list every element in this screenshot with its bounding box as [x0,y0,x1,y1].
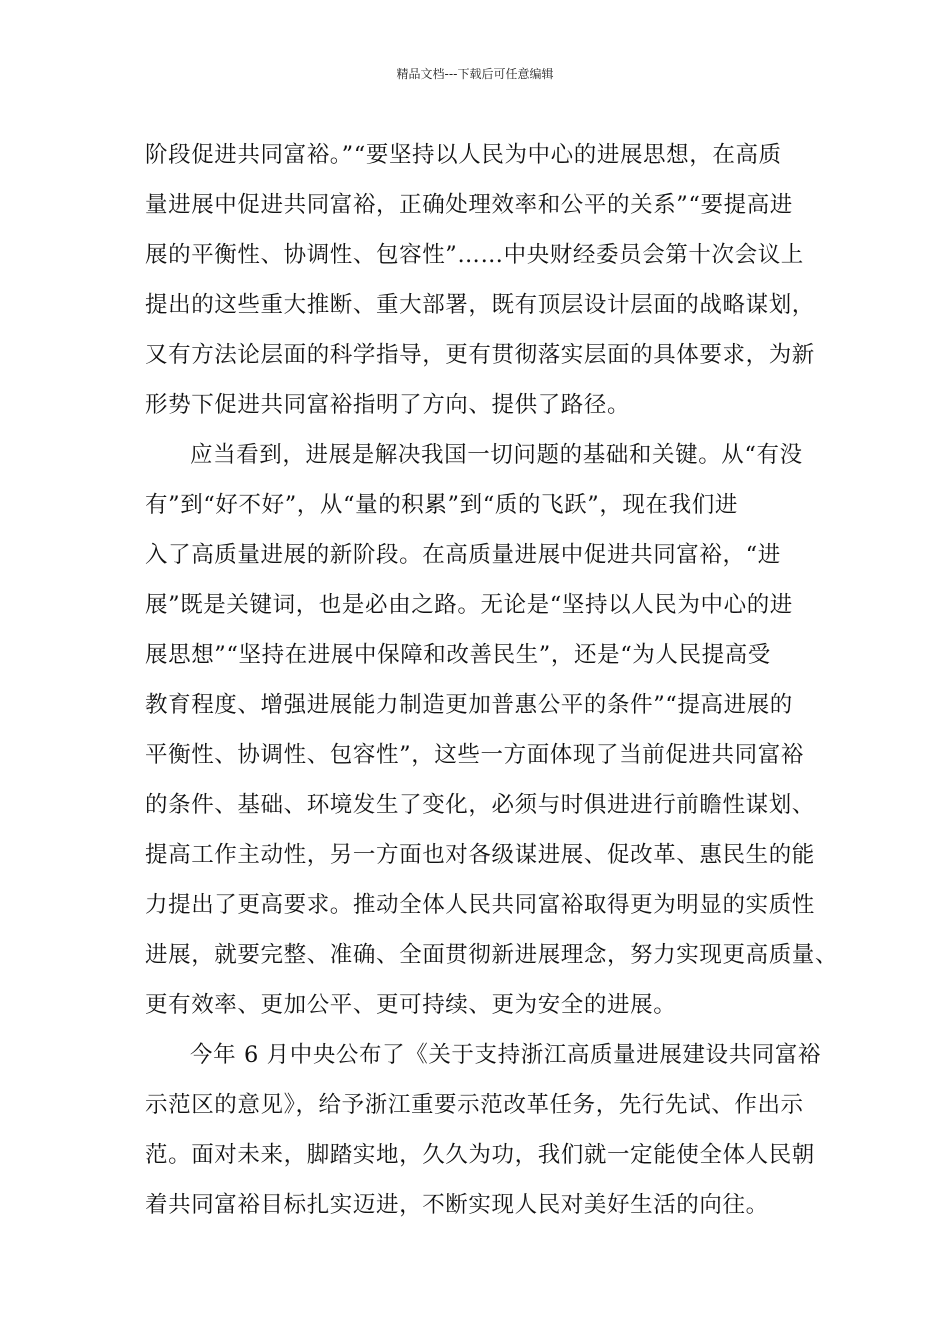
text-line: 今年 6 月中央公布了《关于支持浙江高质量进展建设共同富裕 [190,1042,822,1068]
paragraph [145,430,839,1030]
text-line: 力提出了更高要求。推动全体人民共同富裕取得更为明显的实质性 [145,892,815,918]
text-line: 提出的这些重大推断、重大部署，既有顶层设计层面的战略谋划， [145,292,815,318]
text-line: 阶段促进共同富裕。”“要坚持以人民为中心的进展思想，在高质 [145,142,782,168]
text-line: 示范区的意见》，给予浙江重要示范改革任务，先行先试、作出示 [145,1092,804,1118]
text-line: 形势下促进共同富裕指明了方向、提供了路径。 [145,392,631,418]
text-line: 又有方法论层面的科学指导，更有贯彻落实层面的具体要求，为新 [145,342,815,368]
paragraph [145,130,825,430]
paragraph [145,1030,825,1230]
text-line: 展思想”“坚持在进展中保障和改善民生”，还是“为人民提高受 [145,642,771,668]
document-body [145,130,839,1230]
text-line: 着共同富裕目标扎实迈进，不断实现人民对美好生活的向往。 [145,1192,769,1218]
text-line: 平衡性、协调性、包容性”，这些一方面体现了当前促进共同富裕 [145,742,804,768]
text-line: 进展，就要完整、准确、全面贯彻新进展理念，努力实现更高质量、 [145,942,839,968]
text-line: 教育程度、增强进展能力制造更加普惠公平的条件”“提高进展的 [145,692,793,718]
text-line: 范。面对未来，脚踏实地，久久为功，我们就一定能使全体人民朝 [145,1142,815,1168]
text-line: 更有效率、更加公平、更可持续、更为安全的进展。 [145,992,677,1018]
text-line: 的条件、基础、环境发生了变化，必须与时俱进进行前瞻性谋划、 [145,792,815,818]
text-line: 提高工作主动性，另一方面也对各级谋进展、促改革、惠民生的能 [145,842,815,868]
page-header: 精品文档---下载后可任意编辑 [396,67,554,81]
text-line: 应当看到，进展是解决我国一切问题的基础和关键。从“有没 [190,442,803,468]
text-line: 量进展中促进共同富裕，正确处理效率和公平的关系”“要提高进 [145,192,793,218]
text-line: 有”到“好不好”，从“量的积累”到“质的飞跃”，现在我们进 [145,492,738,518]
text-line: 入了高质量进展的新阶段。在高质量进展中促进共同富裕，“进 [145,542,781,568]
text-line: 展的平衡性、协调性、包容性”……中央财经委员会第十次会议上 [145,242,804,268]
text-line: 展”既是关键词，也是必由之路。无论是“坚持以人民为中心的进 [145,592,793,618]
